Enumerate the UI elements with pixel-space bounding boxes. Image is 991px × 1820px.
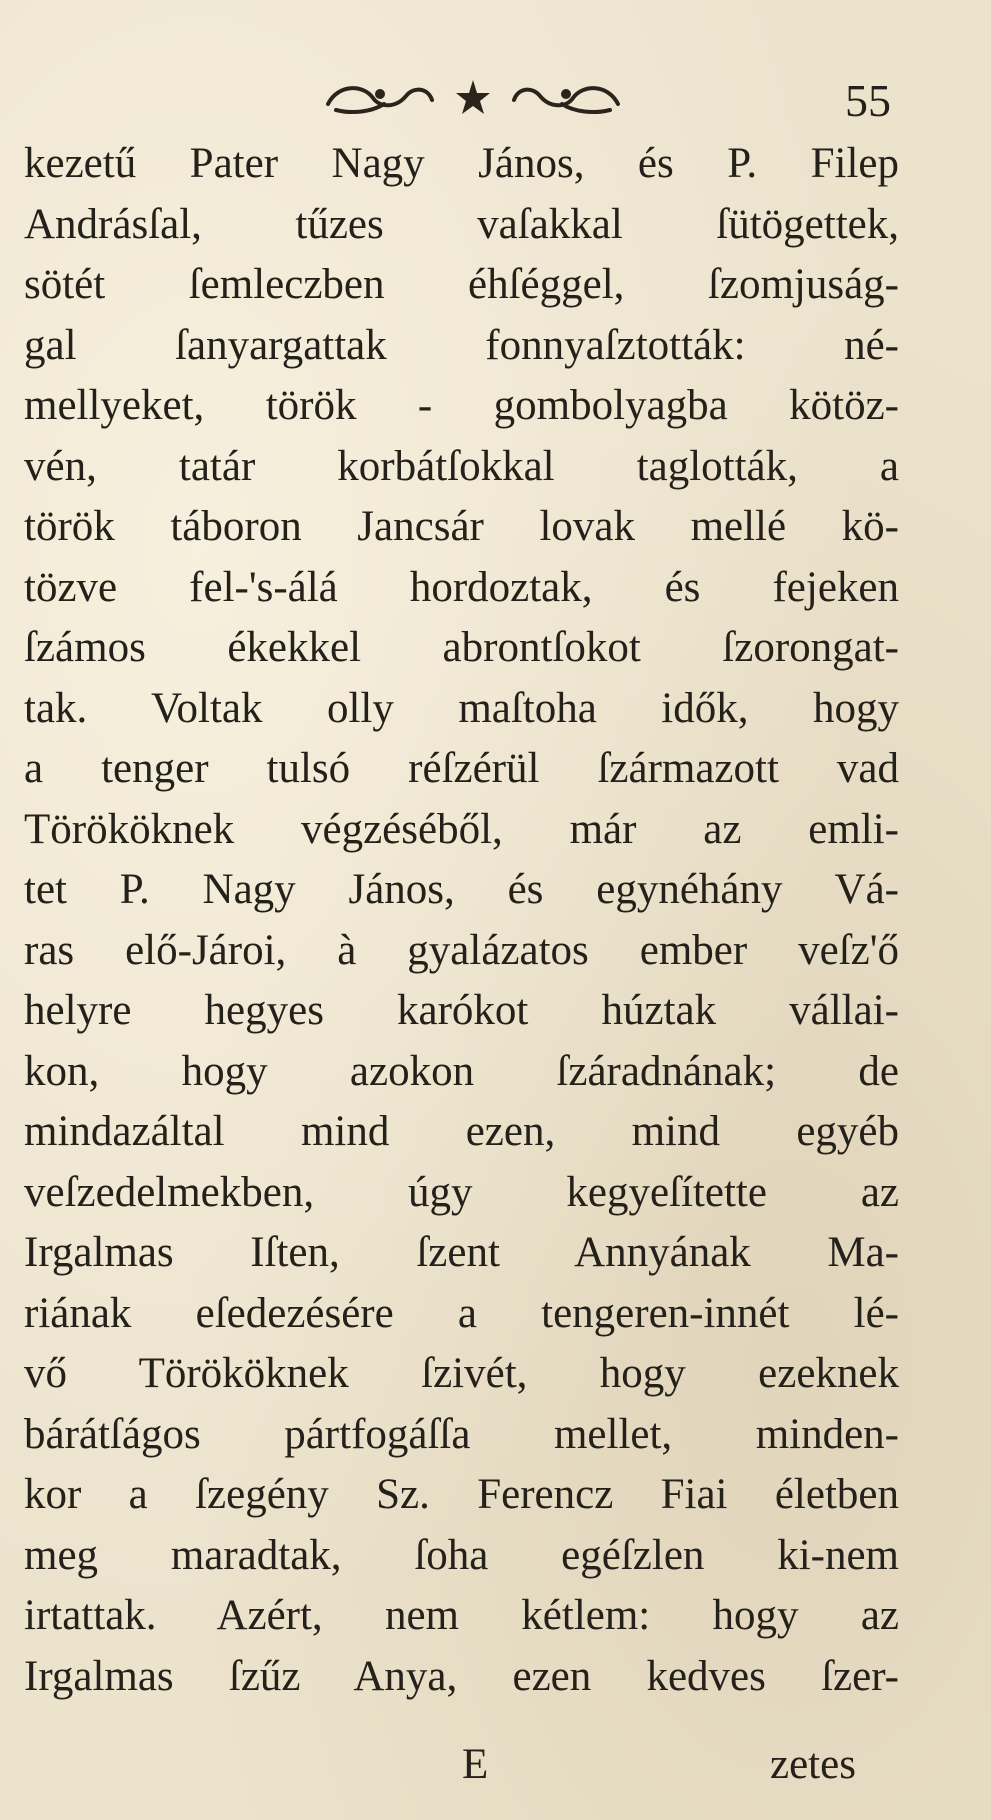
signature-mark: E [462, 1741, 489, 1788]
text-line: helyre hegyes karókot húztak vállai- [24, 987, 899, 1034]
body-text [24, 134, 899, 1707]
text-line: tet P. Nagy János, és egynéhány Vá- [24, 866, 899, 913]
text-line: kon, hogy azokon ſzáradnának; de [24, 1047, 899, 1095]
text-line: riának eſedezésére a tengeren-innét lé- [24, 1289, 899, 1337]
text-line: gal ſanyargattak fonnyaſztották: né- [24, 321, 899, 369]
text-line: Irgalmas ſzűz Anya, ezen kedves ſzer- [24, 1652, 899, 1700]
page-number: 55 [845, 75, 891, 126]
text-line: a tenger tulsó réſzérül ſzármazott vad [24, 745, 899, 792]
page-header [0, 64, 991, 134]
text-line: kezetű Pater Nagy János, és P. Filep [24, 140, 899, 187]
text-line: vő Törököknek ſzivét, hogy ezeknek [24, 1350, 899, 1397]
text-line: bárátſágos pártfogáſſa mellet, minden- [24, 1410, 899, 1458]
text-line: ſzámos ékekkel abrontſokot ſzorongat- [24, 624, 899, 671]
text-line: sötét ſemleczben éhſéggel, ſzomjuság- [24, 261, 899, 308]
text-line: mellyeket, török - gombolyagba kötöz- [24, 382, 899, 429]
text-line: tak. Voltak olly maſtoha idők, hogy [24, 684, 899, 732]
printers-ornament [318, 74, 628, 122]
text-line: Andrásſal, tűzes vaſakkal ſütögettek, [24, 200, 899, 248]
text-line: veſzedelmekben, úgy kegyeſítette az [24, 1168, 899, 1216]
text-line: vén, tatár korbátſokkal taglották, a [24, 442, 899, 490]
text-line: tözve fel-'s-álá hordoztak, és fejeken [24, 563, 899, 611]
text-line: ras elő-Jároi, à gyalázatos ember veſz'ő [24, 926, 899, 974]
catchword: zetes [770, 1741, 856, 1788]
text-line: meg maradtak, ſoha egéſzlen ki-nem [24, 1531, 899, 1579]
text-line: Törököknek végzéséből, már az emli- [24, 805, 899, 853]
text-line: kor a ſzegény Sz. Ferencz Fiai életben [24, 1471, 899, 1518]
text-line: Irgalmas Iſten, ſzent Annyának Ma- [24, 1229, 899, 1276]
text-line: irtattak. Azért, nem kétlem: hogy az [24, 1592, 899, 1639]
text-line: török táboron Jancsár lovak mellé kö- [24, 503, 899, 550]
page-footer [0, 1740, 991, 1800]
text-line: mindazáltal mind ezen, mind egyéb [24, 1108, 899, 1155]
